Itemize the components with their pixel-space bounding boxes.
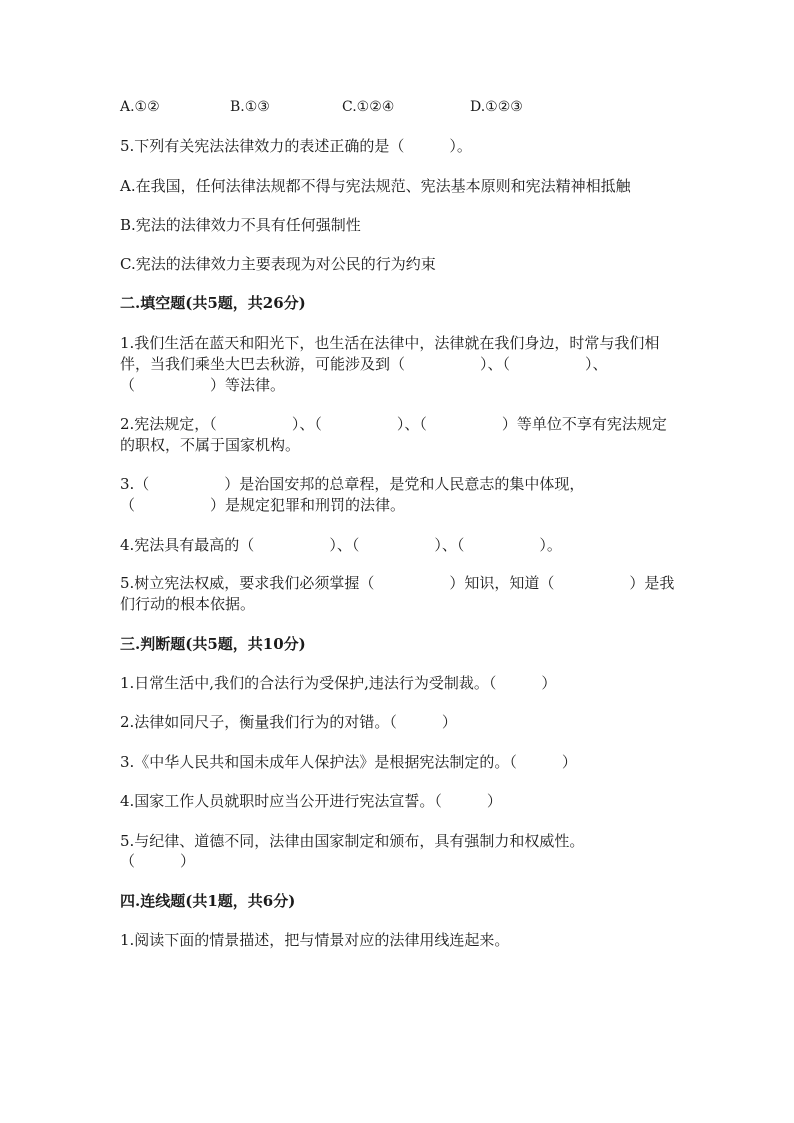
fill-question-2: 2.宪法规定，（ ）、（ ）、（ ）等单位不享有宪法规定的职权，不属于国家机构。 — [120, 415, 667, 454]
judge-question-5-line1: 5.与纪律、道德不同，法律由国家制定和颁布，具有强制力和权威性。 — [120, 832, 585, 850]
section-true-false-title: 三.判断题(共5题，共10分) — [120, 635, 306, 653]
fill-question-5: 5.树立宪法权威，要求我们必须掌握（ ）知识，知道（ ）是我们行动的根本依据。 — [120, 574, 675, 613]
q4-option-c: C.①②④ — [342, 99, 395, 115]
section-fill-blank-title: 二.填空题(共5题，共26分) — [120, 294, 306, 312]
q4-option-b: B.①③ — [230, 99, 270, 115]
q5-stem: 5.下列有关宪法法律效力的表述正确的是（ ）。 — [120, 137, 472, 155]
q5-option-b: B.宪法的法律效力不具有任何强制性 — [120, 216, 361, 234]
judge-question-1: 1.日常生活中,我们的合法行为受保护,违法行为受制裁。（ ） — [120, 674, 557, 692]
matching-question-1: 1.阅读下面的情景描述，把与情景对应的法律用线连起来。 — [120, 931, 510, 949]
judge-question-3: 3.《中华人民共和国未成年人保护法》是根据宪法制定的。（ ） — [120, 753, 577, 771]
q5-option-c: C.宪法的法律效力主要表现为对公民的行为约束 — [120, 255, 436, 273]
q4-option-a: A.①② — [120, 99, 160, 115]
q4-options-row — [120, 97, 680, 117]
fill-question-1: 1.我们生活在蓝天和阳光下，也生活在法律中，法律就在我们身边，时常与我们相伴，当我们乘坐大巴去秋游，可能涉及到（ ）、（ ）、（ ）等法律。 — [120, 334, 660, 394]
fill-question-4: 4.宪法具有最高的（ ）、（ ）、（ ）。 — [120, 536, 562, 554]
section-matching-title: 四.连线题(共1题，共6分) — [120, 892, 296, 910]
judge-question-5-line2: （ ） — [120, 852, 196, 870]
q5-option-a: A.在我国，任何法律法规都不得与宪法规范、宪法基本原则和宪法精神相抵触 — [120, 177, 631, 195]
fill-question-3-line2: （ ）是规定犯罪和刑罚的法律。 — [120, 496, 406, 514]
judge-question-4: 4.国家工作人员就职时应当公开进行宪法宣誓。（ ） — [120, 792, 502, 810]
fill-question-3-line1: 3.（ ）是治国安邦的总章程，是党和人民意志的集中体现， — [120, 475, 585, 493]
judge-question-2: 2.法律如同尺子，衡量我们行为的对错。（ ） — [120, 713, 457, 731]
q4-option-d: D.①②③ — [470, 99, 523, 115]
